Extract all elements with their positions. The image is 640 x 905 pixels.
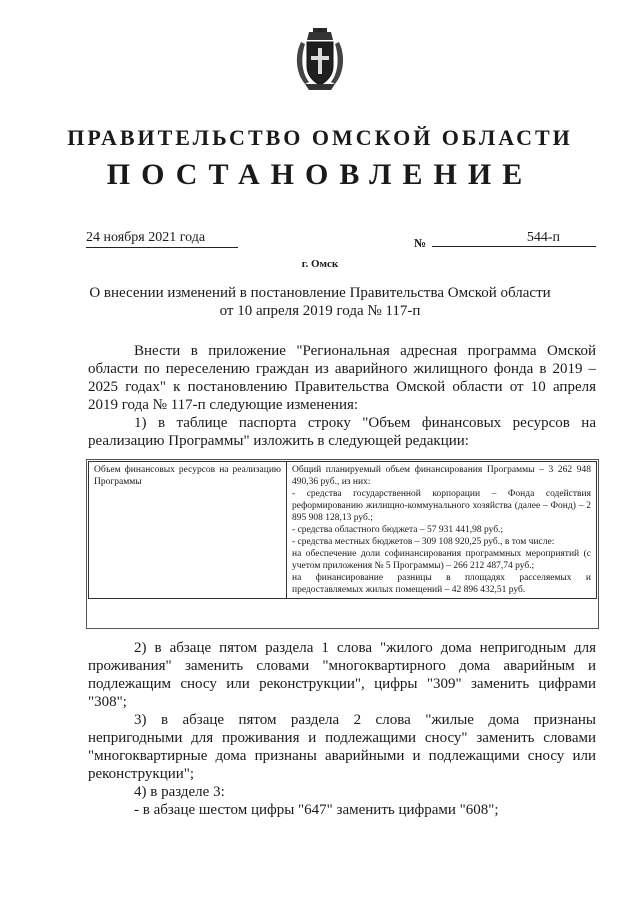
decree-date: 24 ноября 2021 года: [86, 230, 238, 248]
subject-line-2: от 10 апреля 2019 года № 117-п: [219, 303, 421, 319]
item-3-paragraph: 3) в абзаце пятом раздела 2 слова "жилые дома признаны непригодными для проживания и подлежащими сносу" заменить словами "многоквартирные дома признаны аварийными и подлежащими сносу или реконструкции";: [88, 712, 596, 782]
table-value-cell: [287, 462, 597, 599]
table-line: - средства областного бюджета – 57 931 441,98 руб.;: [292, 525, 504, 535]
body-intro-block: [88, 342, 596, 450]
table-line: - средства государственной корпорации – Фонда содействия реформированию жилищно-коммунального хозяйства (далее – Фонд) – 2 895 908 128,13 руб.;: [292, 489, 591, 523]
city: г. Омск: [301, 258, 339, 270]
intro-paragraph: Внести в приложение "Региональная адресная программа Омской области по переселению граждан из аварийного жилищного фонда в 2019 – 2025 годах" к постановлению Правительства Омской области от 10 апреля 2019 года № 117-п следующие изменения:: [88, 343, 596, 413]
table-row: [89, 462, 597, 599]
item-1-paragraph: 1) в таблице паспорта строку "Объем финансовых ресурсов на реализацию Программы" изложить в следующей редакции:: [88, 415, 596, 449]
body-items-block: [88, 639, 596, 819]
document-type-title: ПОСТАНОВЛЕНИЕ: [106, 158, 534, 191]
government-title: ПРАВИТЕЛЬСТВО ОМСКОЙ ОБЛАСТИ: [67, 125, 573, 150]
coat-of-arms-emblem: [295, 28, 345, 92]
finance-table: [88, 461, 597, 599]
number-label: №: [414, 236, 427, 250]
decree-number: 544-п: [432, 230, 596, 247]
table-label-cell: Объем финансовых ресурсов на реализацию Программы: [89, 462, 287, 599]
table-line: на финансирование разницы в площадях расселяемых и предоставляемых жилых помещений – 42 896 432,51 руб.: [292, 573, 591, 595]
item-4a-paragraph: - в абзаце шестом цифры "647" заменить цифрами "608";: [134, 802, 499, 818]
table-line: Общий планируемый объем финансирования Программы – 3 262 948 490,36 руб., из них:: [292, 465, 591, 487]
subject-line-1: О внесении изменений в постановление Правительства Омской области: [89, 285, 551, 301]
item-4-paragraph: 4) в разделе 3:: [134, 784, 225, 800]
item-2-paragraph: 2) в абзаце пятом раздела 1 слова "жилого дома непригодным для проживания" заменить словами "многоквартирного дома аварийным и подлежащим сносу или реконструкции", цифры "309" заменить цифрами "308";: [88, 640, 596, 710]
table-line: - средства местных бюджетов – 309 108 920,25 руб., в том числе:: [292, 537, 555, 547]
table-line: на обеспечение доли софинансирования программных мероприятий (с учетом приложения № 5 Программы) – 266 212 487,74 руб.;: [292, 549, 591, 571]
decree-subject: [0, 284, 640, 320]
